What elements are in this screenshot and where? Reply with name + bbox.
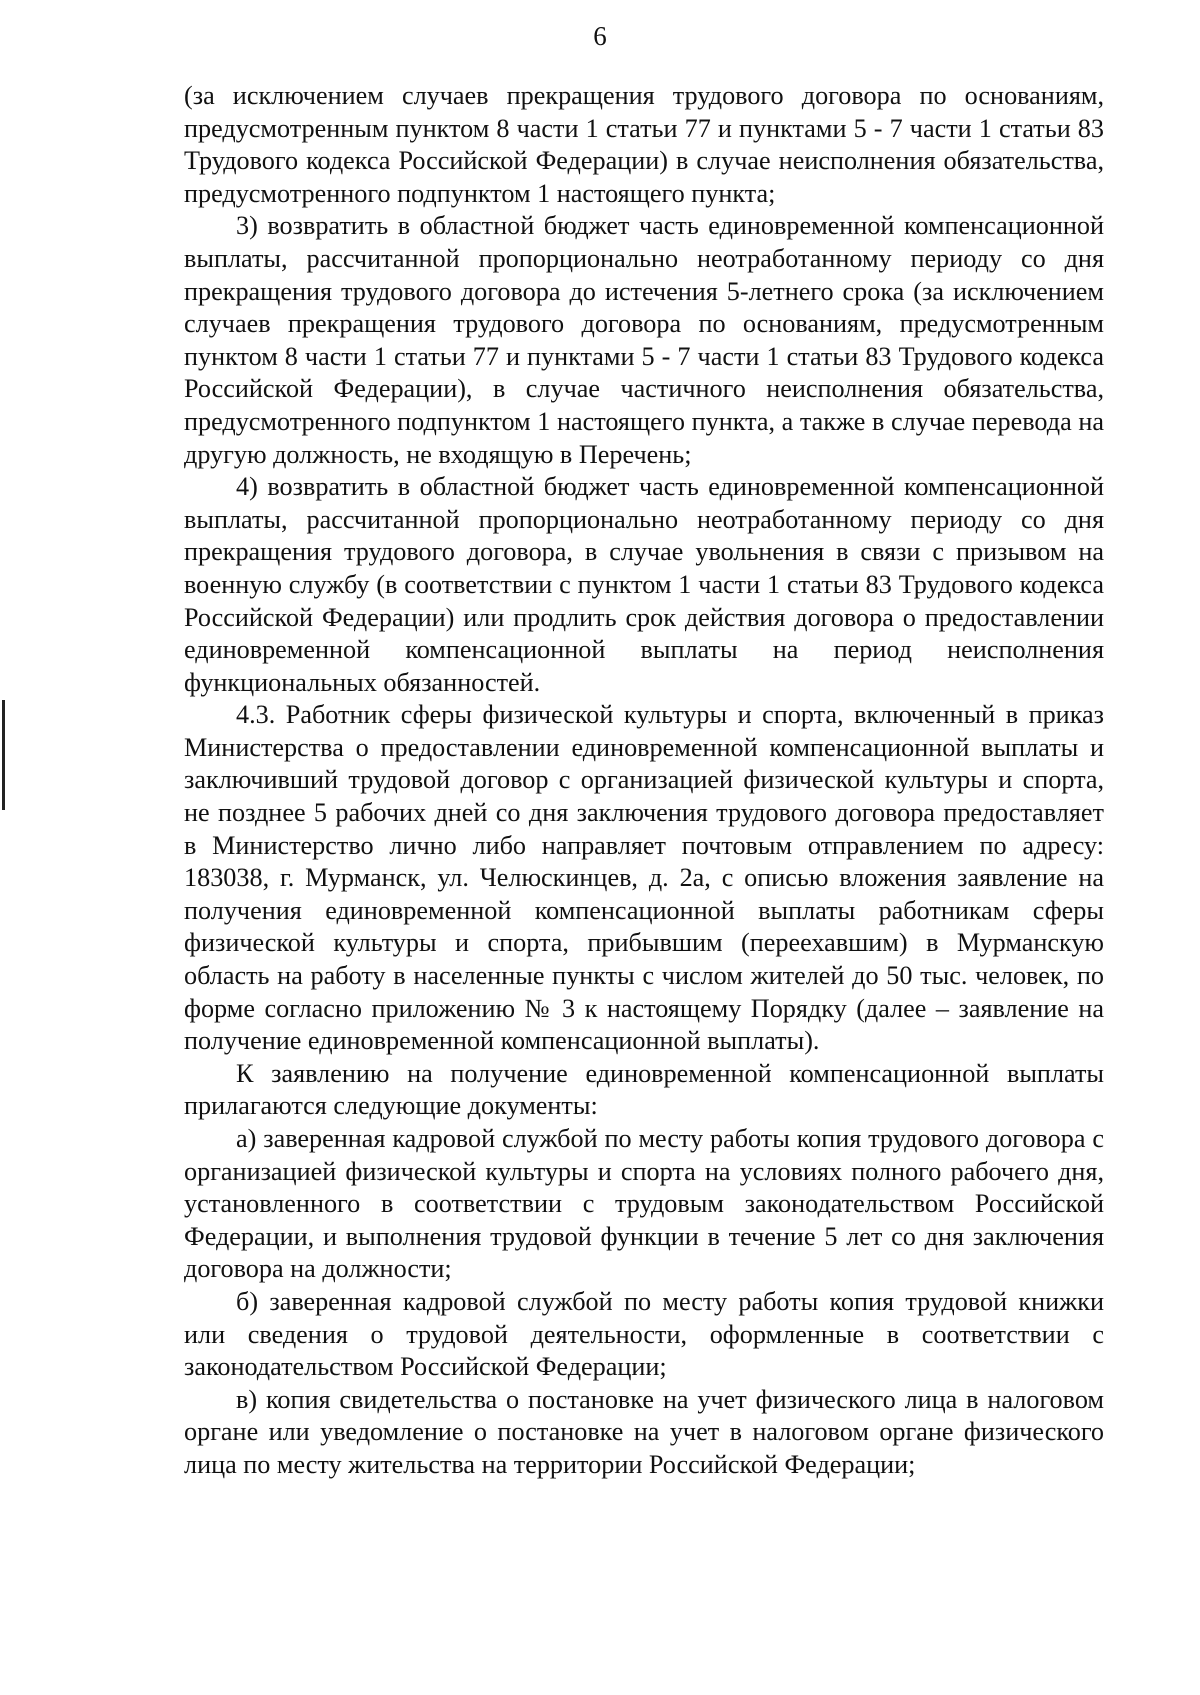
- paragraph-item-4: 4) возвратить в областной бюджет часть единовременной компенсационной выплаты, рассчитанной пропорционально неотработанному периоду со дня прекращения трудового договора, в случае увольнения в связи с призывом на военную службу (в соответствии с пунктом 1 части 1 статьи 83 Трудового кодекса Российской Федерации) или продлить срок действия договора о предоставлении единовременной компенсационной выплаты на период неисполнения функциональных обязанностей.: [184, 472, 1104, 697]
- paragraph-attachments-intro: К заявлению на получение единовременной компенсационной выплаты прилагаются следующие документы:: [184, 1058, 1104, 1121]
- paragraph-attachment-a: а) заверенная кадровой службой по месту работы копия трудового договора с организацией физической культуры и спорта на условиях полного рабочего дня, установленного в соответствии с трудовым законодательством Российской Федерации, и выполнения трудовой функции в течение 5 лет со дня заключения договора на должности;: [184, 1124, 1104, 1284]
- paragraph-section-4-3: 4.3. Работник сферы физической культуры и спорта, включенный в приказ Министерства о предоставлении единовременной компенсационной выплаты и заключивший трудовой договор с организацией физической культуры и спорта, не позднее 5 рабочих дней со дня заключения трудового договора предоставляет в Министерство лично либо направляет почтовым отправлением по адресу: 183038, г. Мурманск, ул. Челюскинцев, д. 2а, с описью вложения заявление на получения единовременной компенсационной выплаты работникам сферы физической культуры и спорта, прибывшим (переехавшим) в Мурманскую область на работу в населенные пункты с числом жителей до 50 тыс. человек, по форме согласно приложению № 3 к настоящему Порядку (далее – заявление на получение единовременной компенсационной выплаты).: [184, 700, 1104, 1056]
- page-number: 6: [593, 21, 607, 51]
- document-body: [184, 80, 1104, 1482]
- scan-edge-mark: [2, 700, 5, 810]
- paragraph-attachment-v: в) копия свидетельства о постановке на учет физического лица в налоговом органе или уведомление о постановке на учет в налоговом органе физического лица по месту жительства на территории Российской Федерации;: [184, 1384, 1104, 1479]
- paragraph-item-3: 3) возвратить в областной бюджет часть единовременной компенсационной выплаты, рассчитанной пропорционально неотработанному периоду со дня прекращения трудового договора до истечения 5-летнего срока (за исключением случаев прекращения трудового договора по основаниям, предусмотренным пунктом 8 части 1 статьи 77 и пунктами 5 - 7 части 1 статьи 83 Трудового кодекса Российской Федерации), в случае частичного неисполнения обязательства, предусмотренного подпунктом 1 настоящего пункта, а также в случае перевода на другую должность, не входящую в Перечень;: [184, 211, 1104, 469]
- paragraph-attachment-b: б) заверенная кадровой службой по месту работы копия трудовой книжки или сведения о трудовой деятельности, оформленные в соответствии с законодательством Российской Федерации;: [184, 1286, 1104, 1382]
- paragraph-continuation: (за исключением случаев прекращения трудового договора по основаниям, предусмотренным пунктом 8 части 1 статьи 77 и пунктами 5 - 7 части 1 статьи 83 Трудового кодекса Российской Федерации) в случае неисполнения обязательства, предусмотренного подпунктом 1 настоящего пункта;: [184, 81, 1104, 208]
